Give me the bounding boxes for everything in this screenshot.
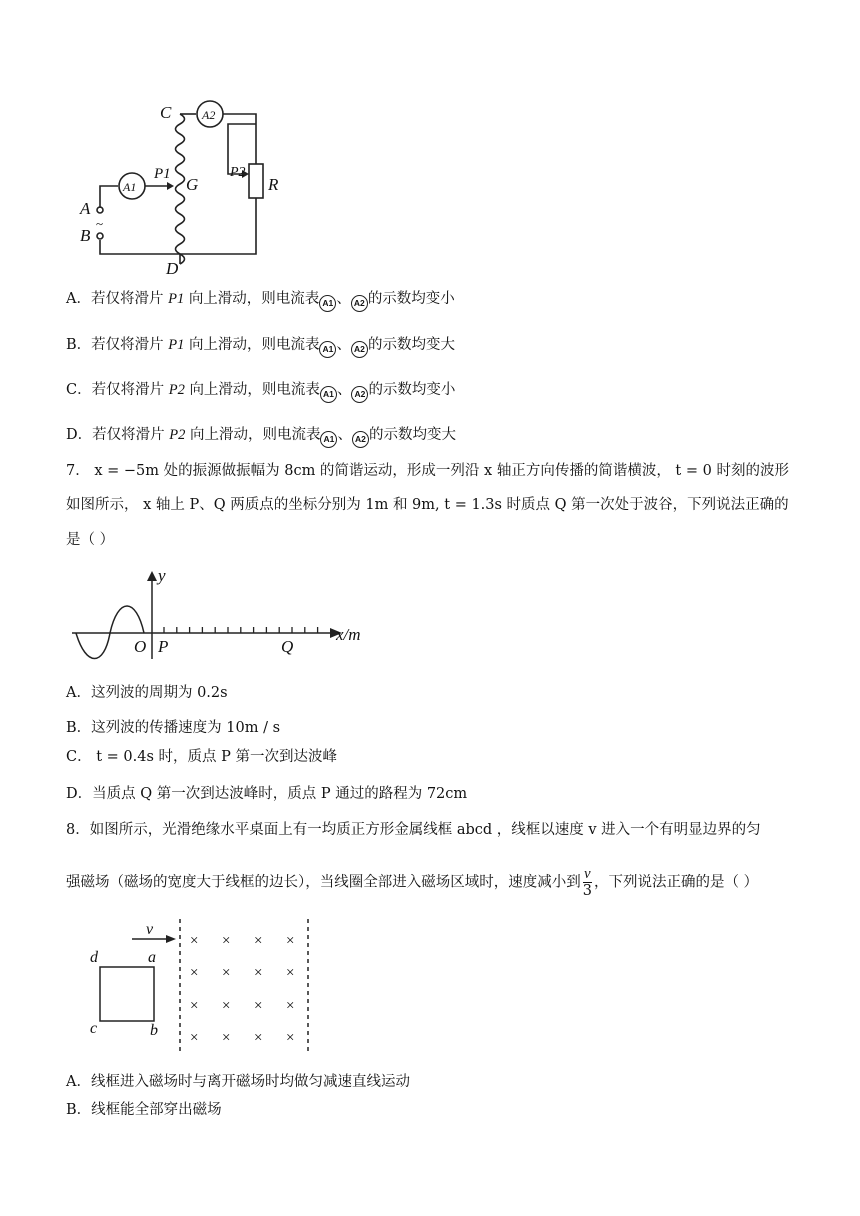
field-cross-mark: × (190, 1030, 199, 1046)
field-cross-mark: × (190, 998, 199, 1014)
label-a2: A2 (202, 108, 216, 122)
point-p-label: P (158, 637, 169, 656)
field-cross-mark: × (222, 998, 231, 1014)
label-b-terminal: B (80, 226, 91, 245)
field-cross-mark: × (222, 965, 231, 981)
label-c: C (160, 103, 172, 122)
q7-option-b: B．这列波的传播速度为 10m / s (66, 720, 281, 736)
corner-a-label: a (148, 949, 156, 966)
velocity-label: v (146, 921, 154, 938)
label-a-terminal: A (80, 199, 91, 218)
field-cross-mark: × (286, 1030, 295, 1046)
q8-option-b: B．线框能全部穿出磁场 (66, 1102, 222, 1118)
label-g: G (186, 175, 199, 194)
y-axis-label: y (158, 566, 166, 585)
ammeter-a1-icon: A1 (319, 341, 336, 358)
label-r: R (268, 175, 279, 194)
x-axis-label: x/m (336, 625, 361, 644)
q6-option-d: D．若仅将滑片 P2 向上滑动，则电流表 A1 、 A2 的示数均变大 (66, 425, 456, 448)
square-frame (100, 967, 154, 1021)
wave-figure (66, 563, 386, 663)
q8-stem-line-1: 8．如图所示，光滑绝缘水平桌面上有一均质正方形金属线框 abcd ，线框以速度 v 进入一个有明显边界的匀 (66, 822, 761, 838)
q6-option-b: B．若仅将滑片 P1 向上滑动，则电流表 A1 、 A2 的示数均变大 (66, 335, 455, 358)
ammeter-a2-icon: A2 (352, 431, 369, 448)
q6-option-a: A．若仅将滑片 P1 向上滑动，则电流表 A1 、 A2 的示数均变小 (66, 289, 455, 312)
corner-b-label: b (150, 1022, 158, 1039)
resistor-r (249, 164, 263, 198)
point-q-label: Q (281, 637, 294, 656)
label-p2: P2 (230, 165, 246, 180)
q7-stem-line-1: 7． x = −5m 处的振源做振幅为 8cm 的简谐运动，形成一列沿 x 轴正方向传播的简谐横波， t = 0 时刻的波形 (66, 463, 789, 479)
field-cross-mark: × (254, 965, 263, 981)
field-cross-mark: × (222, 1030, 231, 1046)
field-cross-mark: × (286, 933, 295, 949)
fraction-v-over-3: $\frac{v}{3}$ (582, 866, 592, 899)
ammeter-a2-icon: A2 (351, 386, 368, 403)
circuit-figure (66, 90, 306, 280)
magnetic-field-figure (80, 915, 330, 1055)
ammeter-a2-icon: A2 (351, 341, 368, 358)
slider-name: P2 (169, 427, 186, 443)
corner-c-label: c (90, 1020, 98, 1037)
ammeter-a1-icon: A1 (320, 431, 337, 448)
label-a1: A1 (123, 180, 137, 194)
q7-option-a: A．这列波的周期为 0.2s (66, 685, 228, 701)
origin-label: O (134, 637, 147, 656)
field-cross-mark: × (254, 998, 263, 1014)
q7-option-c: C． t = 0.4s 时，质点 P 第一次到达波峰 (66, 749, 337, 765)
field-cross-mark: × (222, 933, 231, 949)
ammeter-a1-icon: A1 (320, 386, 337, 403)
field-cross-mark: × (286, 965, 295, 981)
coil-winding (176, 114, 185, 264)
label-d: D (166, 259, 179, 278)
q8-option-a: A．线框进入磁场时与离开磁场时均做匀减速直线运动 (66, 1074, 410, 1090)
field-cross-mark: × (286, 998, 295, 1014)
q7-stem-line-2: 如图所示， x 轴上 P、Q 两质点的坐标分别为 1m 和 9m, t = 1.3s 时质点 Q 第一次处于波谷，下列说法正确的 (66, 497, 789, 513)
field-cross-mark: × (254, 1030, 263, 1046)
slider-name: P1 (168, 337, 185, 353)
field-cross-mark: × (254, 933, 263, 949)
q7-stem-line-3: 是（ ） (66, 532, 115, 548)
label-ac-tilde: ~ (96, 216, 104, 231)
q6-option-c: C．若仅将滑片 P2 向上滑动，则电流表 A1 、 A2 的示数均变小 (66, 380, 455, 403)
q7-option-d: D．当质点 Q 第一次到达波峰时，质点 P 通过的路程为 72cm (66, 786, 468, 802)
q8-stem-line-2: 强磁场（磁场的宽度大于线框的边长），当线圈全部进入磁场区域时，速度减小到 $\frac{v}{3}$ ，下列说法正确的是（ ） (66, 866, 759, 899)
corner-d-label: d (90, 949, 98, 966)
ammeter-a1-icon: A1 (319, 295, 336, 312)
label-p1: P1 (154, 166, 171, 182)
field-cross-mark: × (190, 933, 199, 949)
ammeter-a2-icon: A2 (351, 295, 368, 312)
field-cross-mark: × (190, 965, 199, 981)
slider-name: P2 (168, 382, 185, 398)
slider-name: P1 (168, 291, 185, 307)
